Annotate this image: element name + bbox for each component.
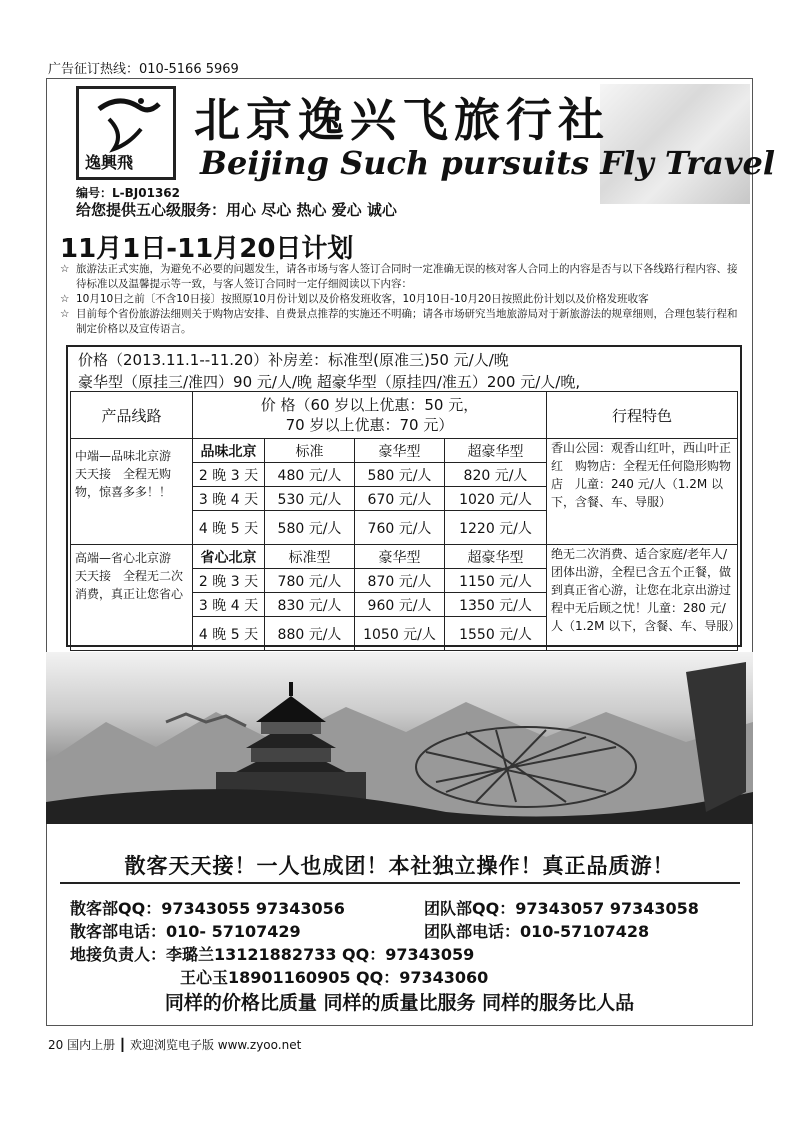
header-feature: 行程特色 [547, 392, 738, 439]
sub-header: 豪华型 [355, 545, 445, 569]
table-cell: 3 晚 4 天 [193, 487, 265, 511]
beijing-landmarks-banner [46, 652, 753, 824]
room-surcharge-line2: 豪华型（原挂三/准四）90 元/人/晚 超豪华型（原挂四/准五）200 元/人/晚, [78, 373, 581, 391]
table-cell: 4 晚 5 天 [193, 617, 265, 651]
table-cell: 1550 元/人 [445, 617, 547, 651]
group-phone: 团队部电话：010-57107428 [424, 922, 650, 941]
table-cell: 1220 元/人 [445, 511, 547, 545]
table-row [71, 439, 738, 463]
sub-header: 标准型 [265, 545, 355, 569]
note-item [60, 307, 740, 337]
manager-2: 王心玉18901160905 QQ：97343060 [180, 968, 489, 987]
fit-phone: 散客部电话：010- 57107429 [70, 922, 301, 941]
table-cell: 870 元/人 [355, 569, 445, 593]
table-cell: 820 元/人 [445, 463, 547, 487]
divider [60, 882, 740, 884]
table-cell: 2 晚 3 天 [193, 463, 265, 487]
group-qq: 团队部QQ：97343057 97343058 [424, 899, 699, 918]
feature-cell: 香山公园：观香山红叶，西山叶正红 购物店：全程无任何隐形购物店 儿童：240 元/人（1.2M 以下，含餐、车、导服） [547, 439, 738, 545]
sub-header: 标准 [265, 439, 355, 463]
note-item [60, 262, 740, 292]
table-cell: 480 元/人 [265, 463, 355, 487]
note-text: 目前每个省份旅游法细则关于购物店安排、自费景点推荐的实施还不明确；请各市场研究当地旅游局对于新旅游法的规章细则，合理包装行程和制定价格以及宣传语言。 [76, 308, 738, 335]
table-cell: 580 元/人 [355, 463, 445, 487]
license-code: 编号：L-BJ01362 [76, 186, 180, 200]
company-title-en: Beijing Such pursuits Fly Travel [200, 144, 776, 182]
service-slogan: 给您提供五心级服务：用心 尽心 热心 爱心 诚心 [76, 201, 397, 219]
manager-1: 地接负责人：李璐兰13121882733 QQ：97343059 [70, 945, 475, 964]
company-logo [76, 86, 176, 180]
table-cell: 960 元/人 [355, 593, 445, 617]
sub-header: 品味北京 [193, 439, 265, 463]
table-row [71, 545, 738, 569]
table-cell: 1150 元/人 [445, 569, 547, 593]
table-cell: 1050 元/人 [355, 617, 445, 651]
table-cell: 580 元/人 [265, 511, 355, 545]
header-route: 产品线路 [71, 392, 193, 439]
route-cell: 中端—品味北京游 天天接 全程无购物，惊喜多多！！ [71, 439, 193, 545]
table-cell: 1020 元/人 [445, 487, 547, 511]
logo-text: 逸興飛 [85, 153, 134, 172]
star-icon: ☆ [60, 293, 70, 305]
landmarks-illustration [46, 652, 753, 824]
star-icon: ☆ [60, 308, 70, 320]
main-slogan: 散客天天接！一人也成团！本社独立操作！真正品质游！ [124, 854, 675, 878]
table-cell: 4 晚 5 天 [193, 511, 265, 545]
table-cell: 760 元/人 [355, 511, 445, 545]
table-cell: 880 元/人 [265, 617, 355, 651]
route-cell: 高端—省心北京游 天天接 全程无二次消费，真正让您省心 [71, 545, 193, 651]
note-text: 10月10日之前〔不含10日接〕按照原10月份计划以及价格发班收客，10月10日-10月20日按照此份计划以及价格发班收客 [76, 293, 649, 305]
note-item [60, 292, 740, 307]
table-cell: 780 元/人 [265, 569, 355, 593]
star-icon: ☆ [60, 263, 70, 275]
sub-header: 超豪华型 [445, 439, 547, 463]
price-box [66, 345, 742, 647]
header-price-line2: 70 岁以上优惠：70 元） [285, 416, 454, 434]
table-cell: 670 元/人 [355, 487, 445, 511]
fit-qq: 散客部QQ：97343055 97343056 [70, 899, 345, 918]
sub-header: 豪华型 [355, 439, 445, 463]
header-price-line1: 价 格（60 岁以上优惠：50 元， [260, 396, 479, 414]
bottom-slogan: 同样的价格比质量 同样的质量比服务 同样的服务比人品 [164, 992, 635, 1014]
table-cell: 1350 元/人 [445, 593, 547, 617]
plan-title: 11月1日-11月20日计划 [60, 234, 354, 264]
table-cell: 3 晚 4 天 [193, 593, 265, 617]
sub-header: 省心北京 [193, 545, 265, 569]
page-footer: 20 国内上册 ┃ 欢迎浏览电子版 www.zyoo.net [48, 1038, 302, 1052]
ad-hotline: 广告征订热线：010-5166 5969 [48, 62, 239, 77]
room-surcharge-line1: 价格（2013.11.1--11.20）补房差：标准型(原准三)50 元/人/晚 [78, 351, 509, 369]
notes-list [60, 262, 740, 337]
table-cell: 830 元/人 [265, 593, 355, 617]
price-table [70, 391, 741, 651]
feature-cell: 绝无二次消费、适合家庭/老年人/团体出游，全程已含五个正餐，做到真正省心游，让您在北京出游过程中无后顾之忧！儿童：280 元/人（1.2M 以下，含餐、车、导服） [547, 545, 738, 651]
table-cell: 530 元/人 [265, 487, 355, 511]
sub-header: 超豪华型 [445, 545, 547, 569]
table-header-row [71, 392, 738, 439]
table-cell: 2 晚 3 天 [193, 569, 265, 593]
note-text: 旅游法正式实施，为避免不必要的问题发生，请各市场与客人签订合同时一定准确无误的核对客人合同上的内容是否与以下各线路行程内容、接待标准以及温馨提示等一致，与客人签订合同时一定仔细阅读以下内容： [76, 263, 738, 290]
company-title-cn: 北京逸兴飞旅行社 [194, 93, 610, 147]
header-price [193, 392, 547, 439]
